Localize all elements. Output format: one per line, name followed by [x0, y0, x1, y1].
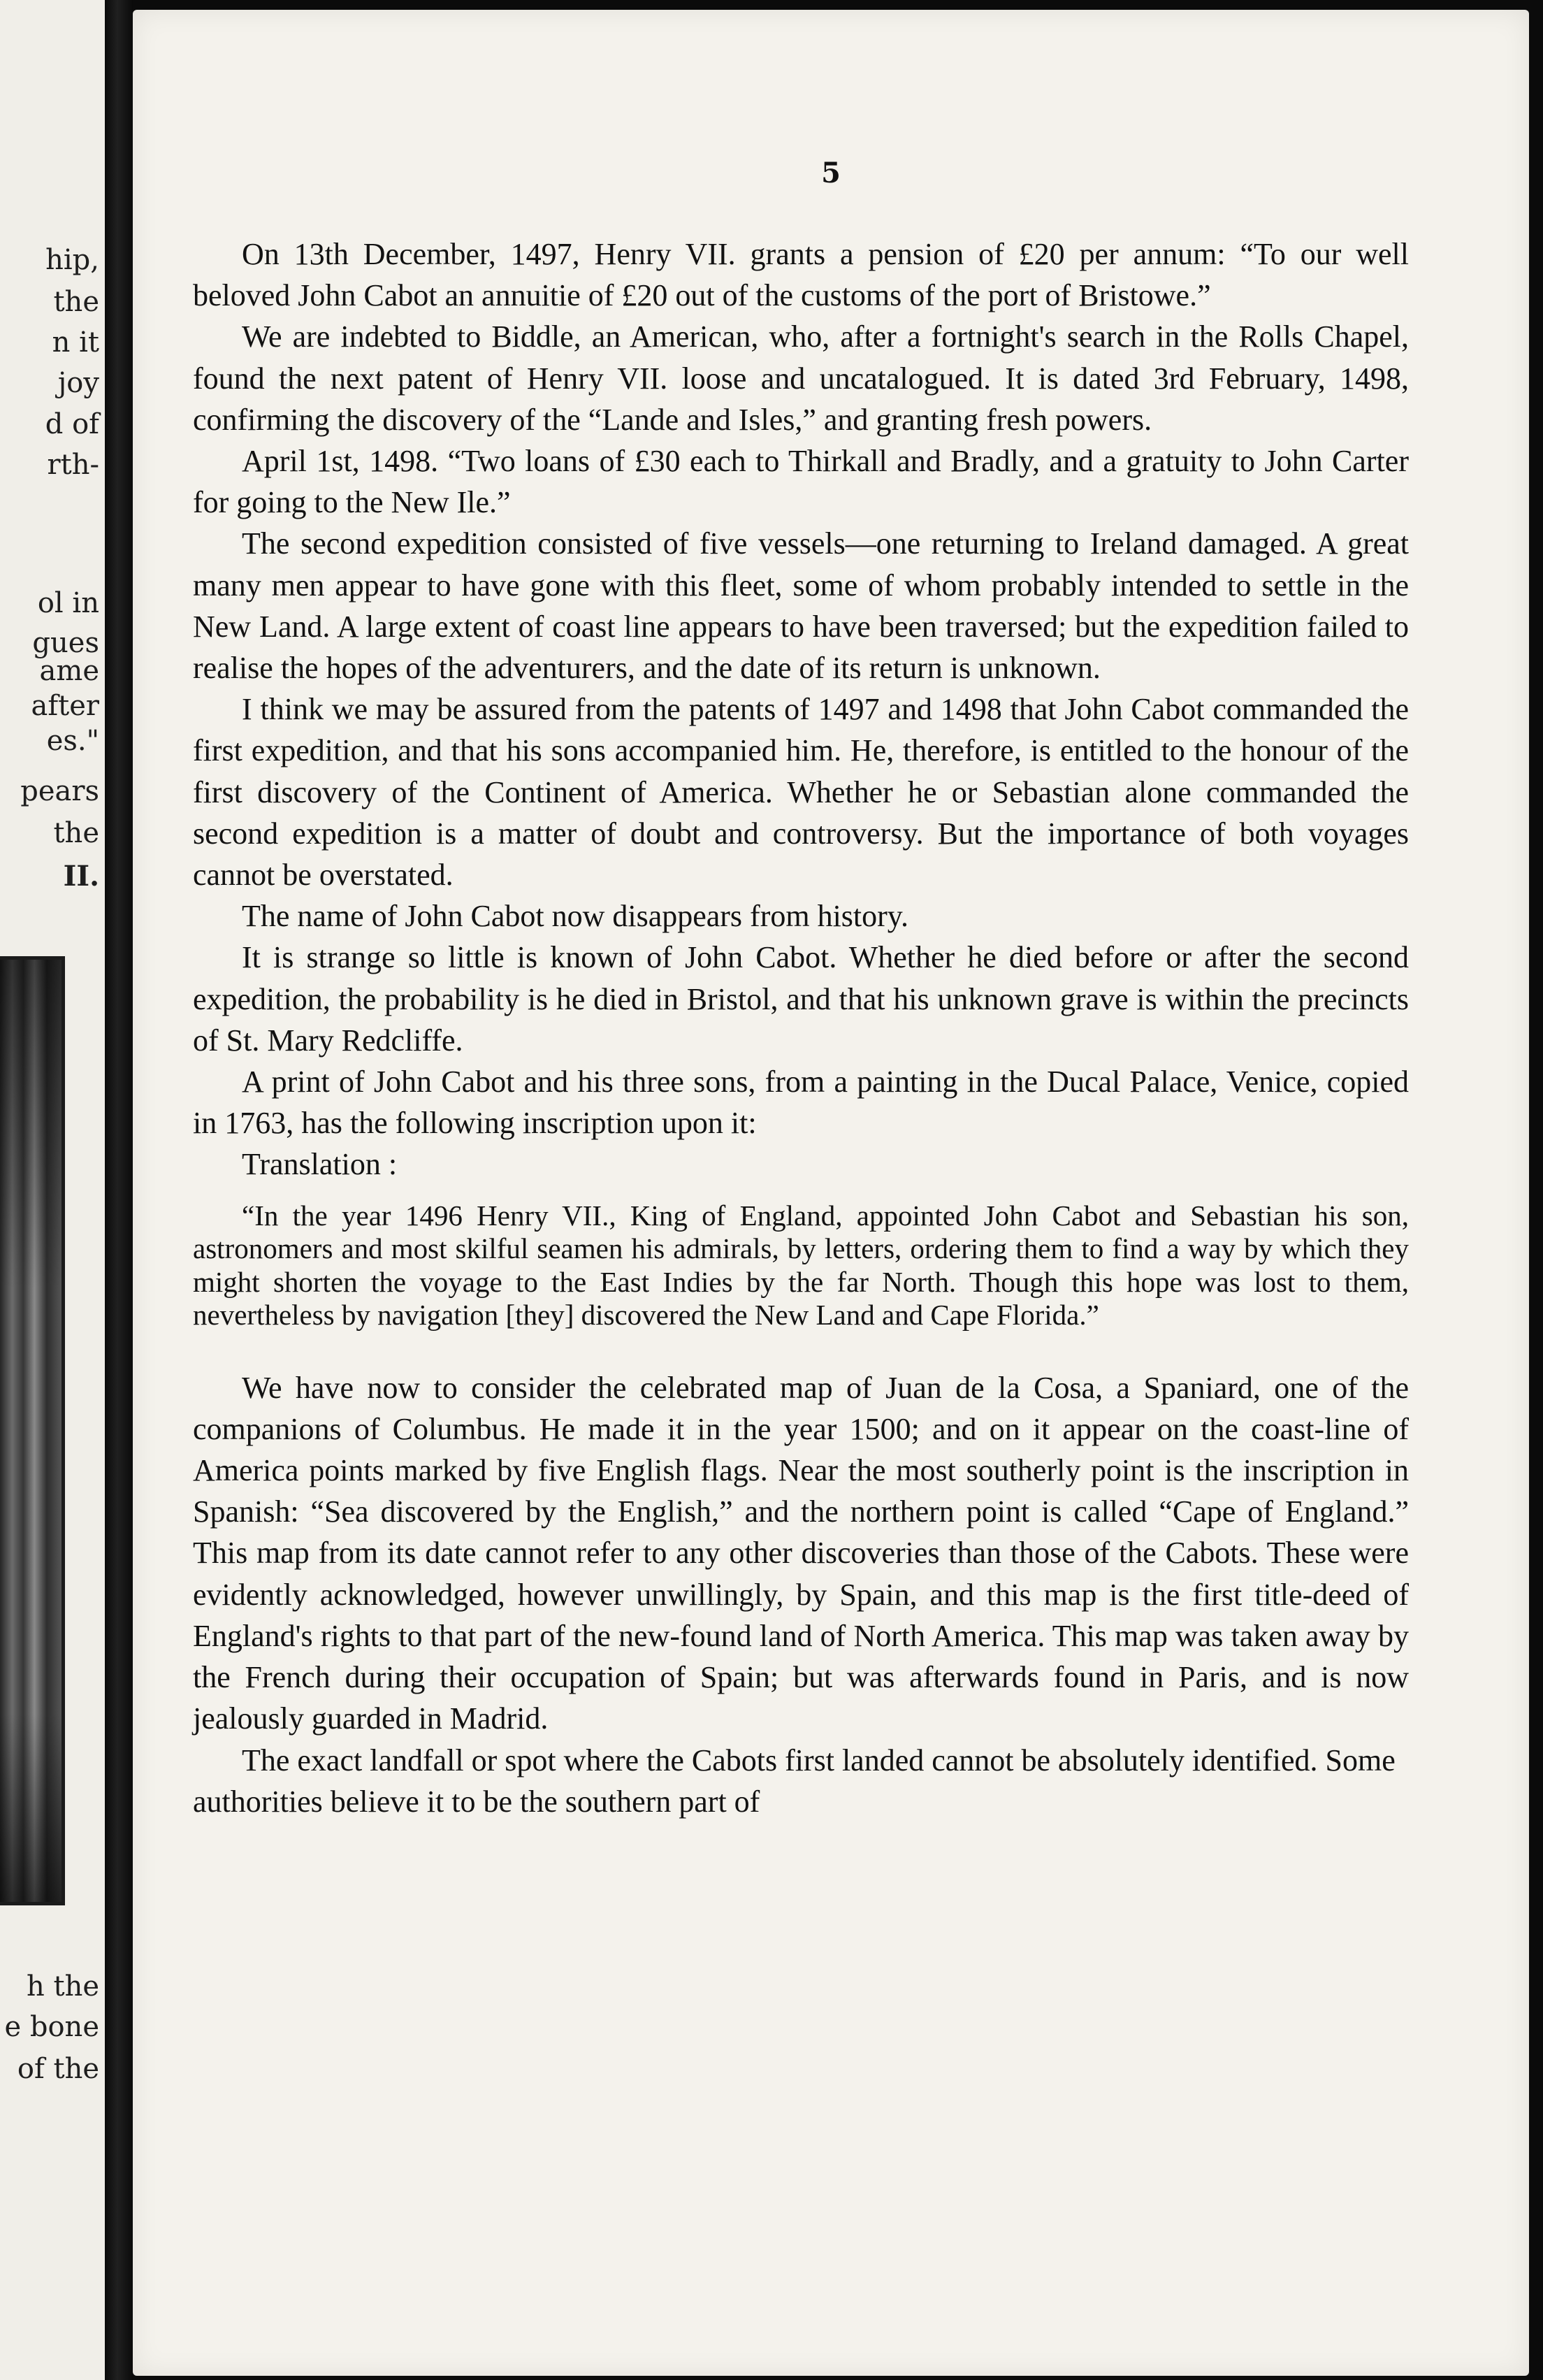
- left-page-fragment: the: [53, 286, 99, 318]
- paragraph-disappears: The name of John Cabot now disappears from history.: [242, 899, 908, 934]
- left-page-fragment: ame: [39, 655, 99, 687]
- left-page-fragment: hip,: [45, 244, 99, 276]
- page-body: [193, 233, 1409, 1822]
- book-gutter: [105, 0, 133, 2380]
- left-page-fragment: gues: [32, 627, 99, 659]
- main-page: [133, 10, 1529, 2376]
- translation-label: Translation :: [242, 1147, 398, 1182]
- page-number: 5: [821, 157, 841, 189]
- left-page-fragment: n it: [52, 326, 99, 359]
- paragraph-patents: I think we may be assured from the patents of 1497 and 1498 that John Cabot commanded the first expedition, and that his sons accompanied him. He, therefore, is entitled to the honour of the first discovery of the Continent of America. Whether he or Sebastian alone commanded the second expedition is a matter of doubt and controversy. But the importance of both voyages cannot be overstated.: [193, 692, 1409, 893]
- left-page-fragment: II.: [63, 860, 99, 893]
- left-page-fragment: the: [53, 817, 99, 849]
- paragraph-second-expedition: The second expedition consisted of five vessels—one returning to Ireland damaged. A great many men appear to have gone with this fleet, some of whom probably intended to settle in the New Land. A large extent of coast line appears to have been traversed; but the expedition failed to realise the hopes of the adventurers, and the date of its return is unknown.: [193, 526, 1409, 686]
- left-page-photograph: [0, 956, 65, 1905]
- left-facing-page: [0, 0, 105, 2380]
- left-page-fragment: rth-: [47, 449, 99, 481]
- left-page-fragment: after: [31, 690, 99, 722]
- photograph-shading: [0, 960, 61, 1902]
- left-page-fragment: pears: [20, 775, 99, 807]
- paragraph-biddle: We are indebted to Biddle, an American, who, after a fortnight's search in the Rolls Chapel, found the next patent of Henry VII. loose and uncatalogued. It is dated 3rd February, 1498, confirming the discovery of the “Lande and Isles,” and granting fresh powers.: [193, 319, 1409, 437]
- paragraph-juan-de-la-cosa: We have now to consider the celebrated map of Juan de la Cosa, a Spaniard, one of the companions of Columbus. He made it in the year 1500; and on it appear on the coast-line of America points marked by five English flags. Near the most southerly point is the inscription in Spanish: “Sea discovered by the English,” and the northern point is called “Cape of England.” This map from its date cannot refer to any other discoveries than those of the Cabots. These were evidently acknowledged, however unwillingly, by Spain, and this map is the first title-deed of England's rights to that part of the new-found land of North America. This map was taken away by the French during their occupation of Spain; but was afterwards found in Paris, and is now jealously guarded in Madrid.: [193, 1370, 1409, 1736]
- left-page-fragment: d of: [45, 408, 99, 440]
- left-page-fragment: of the: [17, 2053, 99, 2085]
- paragraph-print: A print of John Cabot and his three sons, from a painting in the Ducal Palace, Venice, copied in 1763, has the following inscription upon it:: [193, 1065, 1409, 1141]
- left-page-fragment: h the: [27, 1970, 99, 2003]
- inscription-quote: “In the year 1496 Henry VII., King of England, appointed John Cabot and Sebastian his son, astronomers and most skilful seamen his admirals, by letters, ordering them to find a way by which they might shorten the voyage to the East Indies by the far North. Though this hope was lost to them, nevertheless by navigation [they] discovered the New Land and Cape Florida.”: [193, 1199, 1409, 1332]
- paragraph-landfall: The exact landfall or spot where the Cabots first landed cannot be absolutely identified. Some authorities believe it to be the southern part of: [193, 1743, 1396, 1819]
- paragraph-pension: On 13th December, 1497, Henry VII. grants a pension of £20 per annum: “To our well beloved John Cabot an annuitie of £20 out of the customs of the port of Bristowe.”: [193, 237, 1409, 313]
- left-page-fragment: es.": [46, 725, 99, 757]
- left-page-fragment: ol in: [37, 587, 99, 619]
- paragraph-loans: April 1st, 1498. “Two loans of £30 each to Thirkall and Bradly, and a gratuity to John Carter for going to the New Ile.”: [193, 444, 1409, 520]
- left-page-fragment: joy: [57, 367, 99, 399]
- left-page-fragment: e bone: [4, 2011, 99, 2043]
- paragraph-grave: It is strange so little is known of John Cabot. Whether he died before or after the second expedition, the probability is he died in Bristol, and that his unknown grave is within the precincts of St. Mary Redcliffe.: [193, 940, 1409, 1058]
